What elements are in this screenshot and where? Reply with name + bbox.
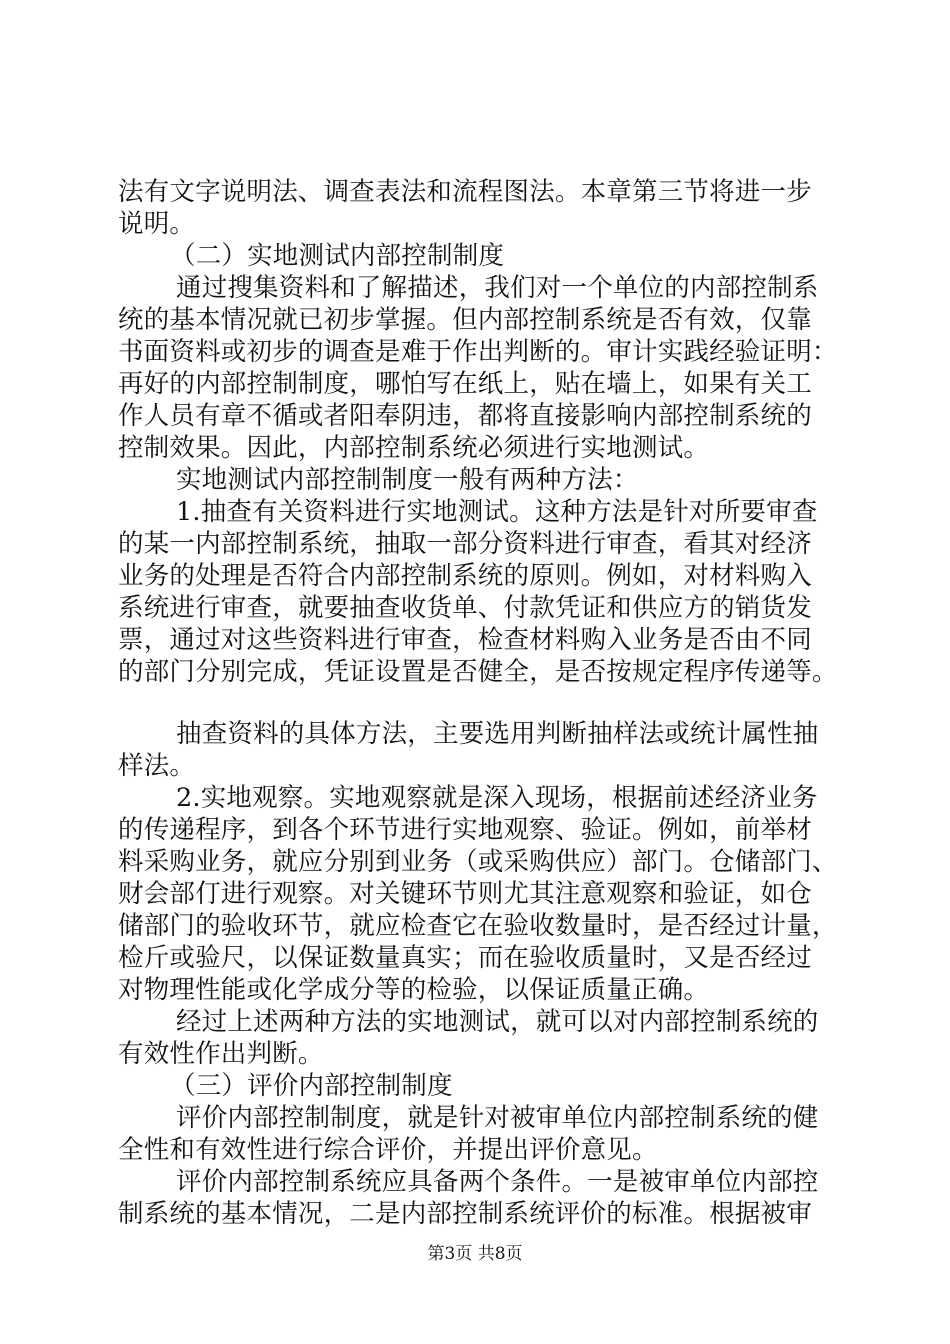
text-line: 检斤或验尺，以保证数量真实；而在验收质量时，又是否经过 <box>118 943 812 973</box>
text-line: 的传递程序，到各个环节进行实地观察、验证。例如，前举材 <box>118 815 812 845</box>
text-line: 1.抽查有关资料进行实地测试。这种方法是针对所要审查 <box>176 497 818 527</box>
section-heading: （三）评价内部控制制度 <box>170 1071 453 1101</box>
paragraph-gap <box>118 688 838 718</box>
text-line: 有效性作出判断。 <box>118 1039 324 1069</box>
text-line: 通过搜集资料和了解描述，我们对一个单位的内部控制系 <box>176 273 819 303</box>
text-line: 作人员有章不循或者阳奉阴违，都将直接影响内部控制系统的 <box>118 401 812 431</box>
text-line: 的某一内部控制系统，抽取一部分资料进行审查，看其对经济 <box>118 529 812 559</box>
text-line: 对物理性能或化学成分等的检验，以保证质量正确。 <box>118 975 710 1005</box>
text-line: 评价内部控制制度，就是针对被审单位内部控制系统的健 <box>176 1103 819 1133</box>
text-line: 财会部仃进行观察。对关键环节则尤其注意观察和验证，如仓 <box>118 879 812 909</box>
text-line: 全性和有效性进行综合评价，并提出评价意见。 <box>118 1135 658 1165</box>
page-number: 第3页 共8页 <box>427 1244 523 1264</box>
text-line: 实地测试内部控制制度一般有两种方法： <box>176 465 639 495</box>
text-line: 的部门分别完成，凭证设置是否健全，是否按规定程序传递等。 <box>118 657 838 687</box>
text-line: 制系统的基本情况，二是内部控制系统评价的标准。根据被审 <box>118 1199 812 1229</box>
text-line: 料采购业务，就应分别到业务（或采购供应）部门。仓储部门、 <box>118 847 838 877</box>
text-line: 储部门的验收环节，就应检查它在验收数量时，是否经过计量， <box>118 911 838 941</box>
text-line: 2.实地观察。实地观察就是深入现场，根据前述经济业务 <box>176 783 818 813</box>
section-heading: （二）实地测试内部控制制度 <box>170 241 505 271</box>
text-line: 控制效果。因此，内部控制系统必须进行实地测试。 <box>118 433 710 463</box>
text-line: 票，通过对这些资料进行审查，检查材料购入业务是否由不同 <box>118 625 812 655</box>
text-line: 说明。 <box>118 209 196 239</box>
document-body <box>118 176 838 1230</box>
text-line: 系统进行审查，就要抽查收货单、付款凭证和供应方的销货发 <box>118 593 812 623</box>
text-line: 样法。 <box>118 751 196 781</box>
text-line: 经过上述两种方法的实地测试，就可以对内部控制系统的 <box>176 1007 819 1037</box>
text-line: 再好的内部控制制度，哪怕写在纸上，贴在墙上，如果有关工 <box>118 369 812 399</box>
text-line: 业务的处理是否符合内部控制系统的原则。例如，对材料购入 <box>118 561 812 591</box>
text-line: 评价内部控制系统应具备两个条件。一是被审单位内部控 <box>176 1167 819 1197</box>
text-line: 法有文字说明法、调查表法和流程图法。本章第三节将进一步 <box>118 177 812 207</box>
text-line: 抽查资料的具体方法，主要选用判断抽样法或统计属性抽 <box>176 719 819 749</box>
text-line: 书面资料或初步的调查是难于作出判断的。审计实践经验证明： <box>118 337 838 367</box>
text-line: 统的基本情况就已初步掌握。但内部控制系统是否有效，仅靠 <box>118 305 812 335</box>
